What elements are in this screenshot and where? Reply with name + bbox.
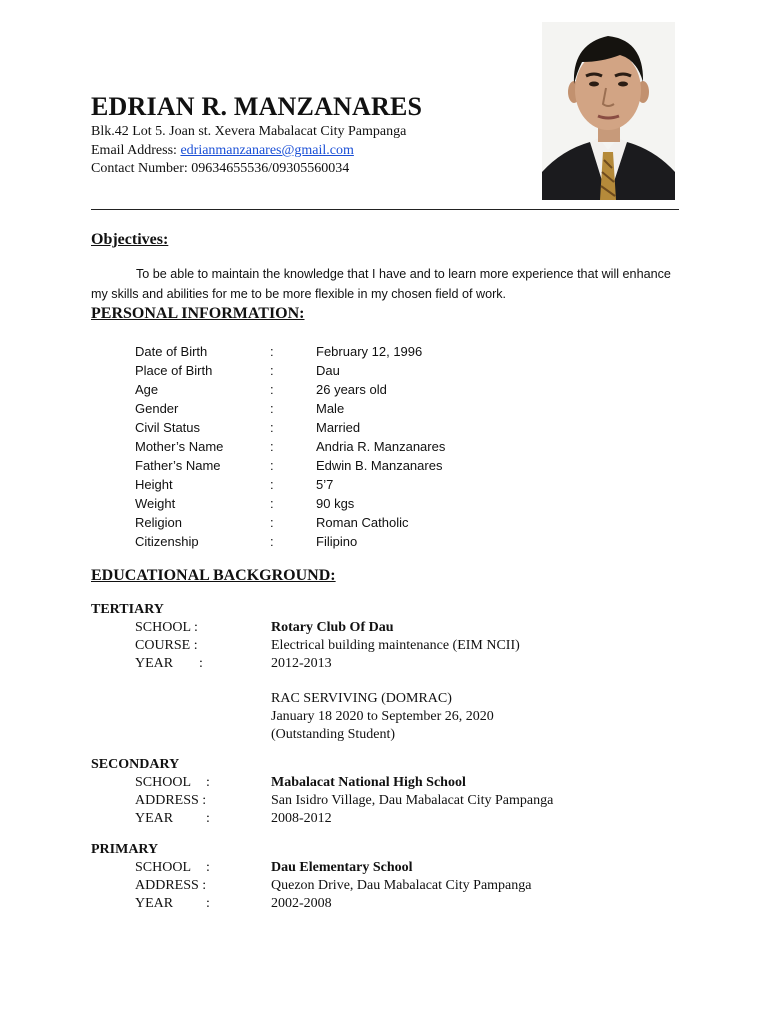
info-label: Father’s Name (135, 458, 221, 473)
applicant-name: EDRIAN R. MANZANARES (91, 92, 423, 121)
info-label: Civil Status (135, 420, 201, 435)
year-value: 2008-2012 (271, 811, 332, 826)
year-value: 2012-2013 (271, 656, 332, 671)
info-value: Edwin B. Manzanares (316, 458, 443, 473)
tertiary-heading: TERTIARY (91, 602, 164, 617)
email-label: Email Address: (91, 143, 181, 158)
primary-heading: PRIMARY (91, 842, 159, 857)
info-colon: : (270, 363, 274, 378)
profile-photo (542, 22, 675, 200)
info-label: Weight (135, 496, 176, 511)
address-label: ADDRESS : (135, 793, 207, 808)
course-label: COURSE : (135, 638, 198, 653)
home-address: Blk.42 Lot 5. Joan st. Xevera Mabalacat City Pampanga (91, 124, 407, 139)
course-value: Electrical building maintenance (EIM NCII) (271, 638, 520, 653)
education-heading: EDUCATIONAL BACKGROUND: (91, 567, 336, 584)
info-value: Dau (316, 363, 340, 378)
email-link[interactable]: edrianmanzanares@gmail.com (180, 143, 354, 158)
school-label: SCHOOL (135, 775, 192, 790)
objectives-text: To be able to maintain the knowledge that I have and to learn more experience that will enhance my skills and abilities for me to be more flexible in my chosen field of work. (91, 267, 671, 301)
school-label: SCHOOL (135, 860, 192, 875)
year-colon: : (199, 656, 203, 671)
address-value: San Isidro Village, Dau Mabalacat City Pampanga (271, 793, 554, 808)
year-label: YEAR (135, 656, 174, 671)
info-label: Citizenship (135, 534, 199, 549)
info-colon: : (270, 420, 274, 435)
tertiary-extra-dates: January 18 2020 to September 26, 2020 (271, 709, 494, 724)
school-label: SCHOOL : (135, 620, 198, 635)
info-colon: : (270, 458, 274, 473)
info-value: Roman Catholic (316, 515, 409, 530)
info-value: 5’7 (316, 477, 334, 492)
info-colon: : (270, 496, 274, 511)
year-value: 2002-2008 (271, 896, 332, 911)
info-label: Place of Birth (135, 363, 213, 378)
info-colon: : (270, 439, 274, 454)
info-colon: : (270, 344, 274, 359)
address-value: Quezon Drive, Dau Mabalacat City Pampanga (271, 878, 532, 893)
info-value: February 12, 1996 (316, 344, 423, 359)
info-colon: : (270, 382, 274, 397)
header-divider (91, 209, 679, 210)
info-value: 90 kgs (316, 496, 355, 511)
info-value: Andria R. Manzanares (316, 439, 446, 454)
contact-number: Contact Number: 09634655536/09305560034 (91, 161, 350, 176)
school-value: Dau Elementary School (271, 860, 413, 875)
school-value: Mabalacat National High School (271, 775, 466, 790)
tertiary-extra-award: (Outstanding Student) (271, 727, 396, 742)
info-colon: : (270, 477, 274, 492)
school-colon: : (206, 860, 210, 875)
school-value: Rotary Club Of Dau (271, 620, 394, 635)
info-value: Married (316, 420, 361, 435)
info-label: Date of Birth (135, 344, 208, 359)
info-label: Age (135, 382, 159, 397)
info-value: Male (316, 401, 345, 416)
tertiary-extra-course: RAC SERVIVING (DOMRAC) (271, 691, 452, 706)
info-value: Filipino (316, 534, 358, 549)
info-label: Height (135, 477, 173, 492)
year-label: YEAR (135, 811, 174, 826)
info-colon: : (270, 515, 274, 530)
info-label: Religion (135, 515, 182, 530)
year-colon: : (206, 811, 210, 826)
address-label: ADDRESS : (135, 878, 207, 893)
info-label: Mother’s Name (135, 439, 224, 454)
secondary-heading: SECONDARY (91, 757, 180, 772)
info-label: Gender (135, 401, 179, 416)
info-colon: : (270, 401, 274, 416)
info-value: 26 years old (316, 382, 387, 397)
info-colon: : (270, 534, 274, 549)
year-colon: : (206, 896, 210, 911)
school-colon: : (206, 775, 210, 790)
personal-info-heading: PERSONAL INFORMATION: (91, 305, 305, 322)
email-line (91, 143, 354, 159)
year-label: YEAR (135, 896, 174, 911)
objectives-heading: Objectives: (91, 231, 169, 248)
